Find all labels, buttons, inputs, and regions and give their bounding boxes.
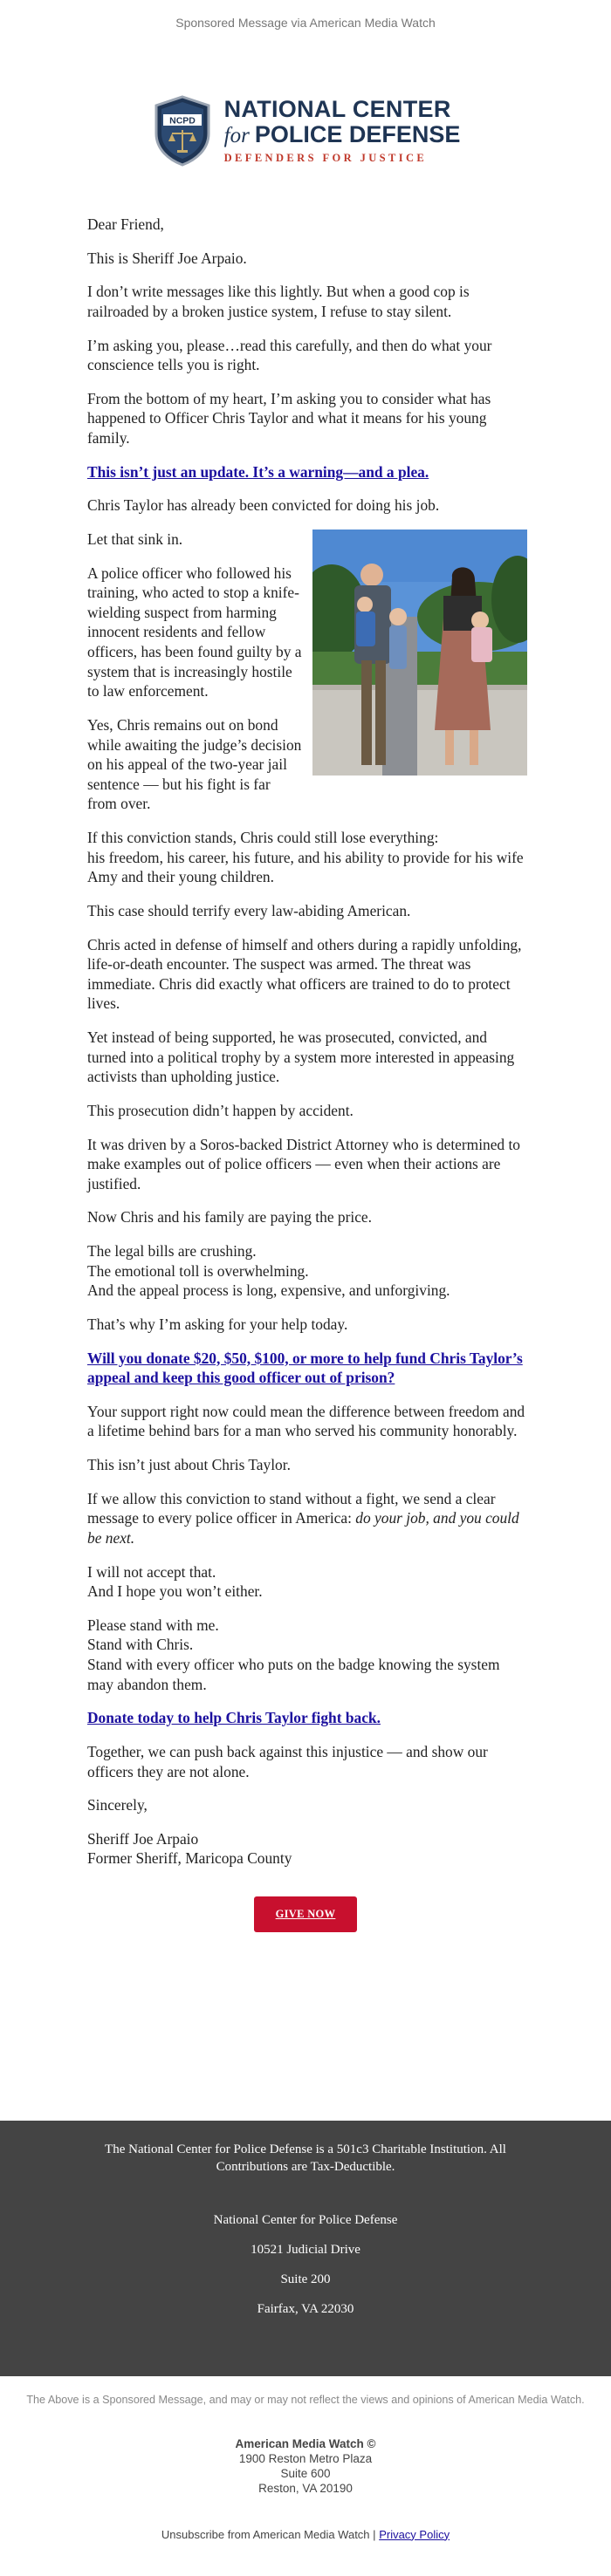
paragraph: Let that sink in.: [87, 530, 183, 548]
org-footer: [0, 2121, 611, 2376]
paragraph: Chris Taylor has already been convicted for doing his job.: [87, 496, 440, 515]
p15-line1: The legal bills are crushing.: [87, 1242, 257, 1260]
signature-title: Former Sheriff, Maricopa County: [87, 1849, 292, 1868]
amw-name: American Media Watch ©: [235, 2437, 376, 2450]
org-name: National Center for Police Defense: [213, 2213, 398, 2227]
signature-name: Sheriff Joe Arpaio: [87, 1829, 199, 1848]
give-now-button[interactable]: GIVE NOW: [254, 1896, 357, 1932]
paragraph: This isn’t just about Chris Taylor.: [87, 1456, 291, 1473]
donate-today-link[interactable]: Donate today to help Chris Taylor fight back.: [87, 1709, 381, 1727]
paragraph: This prosecution didn’t happen by accident.: [87, 1101, 354, 1119]
paragraph: From the bottom of my heart, I’m asking you to consider what has happened to Officer Chris Taylor and what it means for his young family.: [87, 389, 491, 447]
privacy-policy-link[interactable]: Privacy Policy: [379, 2527, 450, 2541]
signature: [87, 1829, 527, 1869]
paragraph: Together, we can push back against this injustice — and show our officers they are not alone.: [87, 1742, 488, 1780]
logo-wordmark: [224, 98, 461, 164]
tax-disclaimer: The National Center for Police Defense is a 501c3 Charitable Institution. All Contributions are Tax-Deductible.: [105, 2142, 506, 2174]
amw-city: Reston, VA 20190: [258, 2481, 353, 2495]
unsubscribe-row: [0, 2528, 611, 2541]
donate-ask-para: [87, 1349, 527, 1388]
org-address: [0, 2214, 611, 2316]
p15-line2: The emotional toll is overwhelming.: [87, 1261, 309, 1280]
p21-line3: Stand with every officer who puts on the badge knowing the system may abandon them.: [87, 1656, 500, 1693]
donate-today-para: [87, 1708, 527, 1728]
greeting: Dear Friend,: [87, 215, 164, 233]
p20-line2: And I hope you won’t either.: [87, 1582, 263, 1601]
paragraph: Chris acted in defense of himself and others during a rapidly unfolding, life-or-death encounter. The suspect was armed. The threat was immediate. Chris did exactly what officers are trained to do to protect lives.: [87, 935, 522, 1013]
org-street: 10521 Judicial Drive: [251, 2243, 360, 2257]
unsubscribe-text[interactable]: Unsubscribe from American Media Watch: [161, 2527, 370, 2541]
org-suite: Suite 200: [280, 2272, 331, 2286]
paragraph: [87, 1616, 527, 1695]
paragraph: I don’t write messages like this lightly. But when a good cop is railroaded by a broken justice system, I refuse to stay silent.: [87, 283, 470, 320]
amw-street: 1900 Reston Metro Plaza: [238, 2451, 373, 2465]
paragraph: [87, 1562, 527, 1602]
paragraph: [87, 1489, 527, 1548]
p8-line2: his freedom, his career, his future, and his ability to provide for his wife Amy and their young children.: [87, 848, 524, 886]
p20-line1: I will not accept that.: [87, 1562, 216, 1581]
paragraph: Your support right now could mean the difference between freedom and a lifetime behind bars for a man who served his community honorably.: [87, 1402, 525, 1440]
paragraph: It was driven by a Soros-backed District Attorney who is determined to make examples out of police officers — even when their actions are justified.: [87, 1135, 521, 1192]
logo-line1: NATIONAL CENTER: [223, 96, 451, 123]
badge-text: NCPD: [168, 115, 196, 126]
p8-line1: If this conviction stands, Chris could still lose everything:: [87, 829, 439, 846]
p21-line1: Please stand with me.: [87, 1616, 219, 1634]
letter-body: [87, 215, 527, 1869]
paragraph: [87, 1241, 527, 1301]
give-now-container: [0, 1896, 611, 1932]
sponsor-disclaimer: The Above is a Sponsored Message, and may or may not reflect the views and opinions of American Media Watch.: [26, 2394, 585, 2406]
p19-italic: do your job, and you could be next.: [87, 1509, 519, 1547]
family-photo: [312, 530, 527, 776]
p15-line3: And the appeal process is long, expensive, and unforgiving.: [87, 1281, 450, 1300]
paragraph: Now Chris and his family are paying the price.: [87, 1208, 372, 1227]
separator: |: [373, 2527, 376, 2541]
closing: Sincerely,: [87, 1796, 148, 1814]
logo-tagline: DEFENDERS FOR JUSTICE: [223, 152, 428, 165]
donate-amounts-link[interactable]: Will you donate $20, $50, $100, or more to help fund Chris Taylor’s appeal and keep this good officer out of prison?: [87, 1349, 523, 1387]
paragraph: This case should terrify every law-abiding American.: [87, 901, 411, 919]
paragraph: [87, 828, 527, 887]
paragraph: A police officer who followed his training, who acted to stop a knife-wielding suspect from harming innocent residents and fellow officers, has been found guilty by a system that is increasingly hostile to law enforcement.: [87, 564, 302, 700]
badge-icon: [151, 95, 214, 167]
sponsor-footer: [0, 2376, 611, 2541]
amw-address: [0, 2437, 611, 2497]
p19-text: If we allow this conviction to stand without a fight, we send a clear message to every police officer in America:: [87, 1489, 496, 1527]
logo-for: for: [223, 124, 250, 148]
ncpd-logo[interactable]: [0, 89, 611, 173]
paragraph: I’m asking you, please…read this carefully, and then do what your conscience tells you is right.: [87, 336, 492, 374]
intro-paragraph: This is Sheriff Joe Arpaio.: [87, 249, 247, 267]
sponsor-line: Sponsored Message via American Media Watch: [175, 16, 436, 30]
paragraph: That’s why I’m asking for your help today.: [87, 1315, 348, 1333]
warning-link[interactable]: This isn’t just an update. It’s a warning—and a plea.: [87, 462, 429, 481]
warning-link-para: [87, 462, 527, 482]
logo-line2-rest: POLICE DEFENSE: [254, 121, 461, 148]
p21-line2: Stand with Chris.: [87, 1636, 194, 1654]
org-city: Fairfax, VA 22030: [257, 2302, 354, 2316]
paragraph: Yes, Chris remains out on bond while awaiting the judge’s decision on his appeal of the two-year jail sentence — but his fight is far from over.: [87, 715, 302, 813]
paragraph: Yet instead of being supported, he was prosecuted, convicted, and turned into a political trophy by a system more interested in appeasing activists than upholding justice.: [87, 1028, 515, 1086]
logo-line2: [224, 123, 461, 147]
amw-suite: Suite 600: [280, 2466, 331, 2480]
